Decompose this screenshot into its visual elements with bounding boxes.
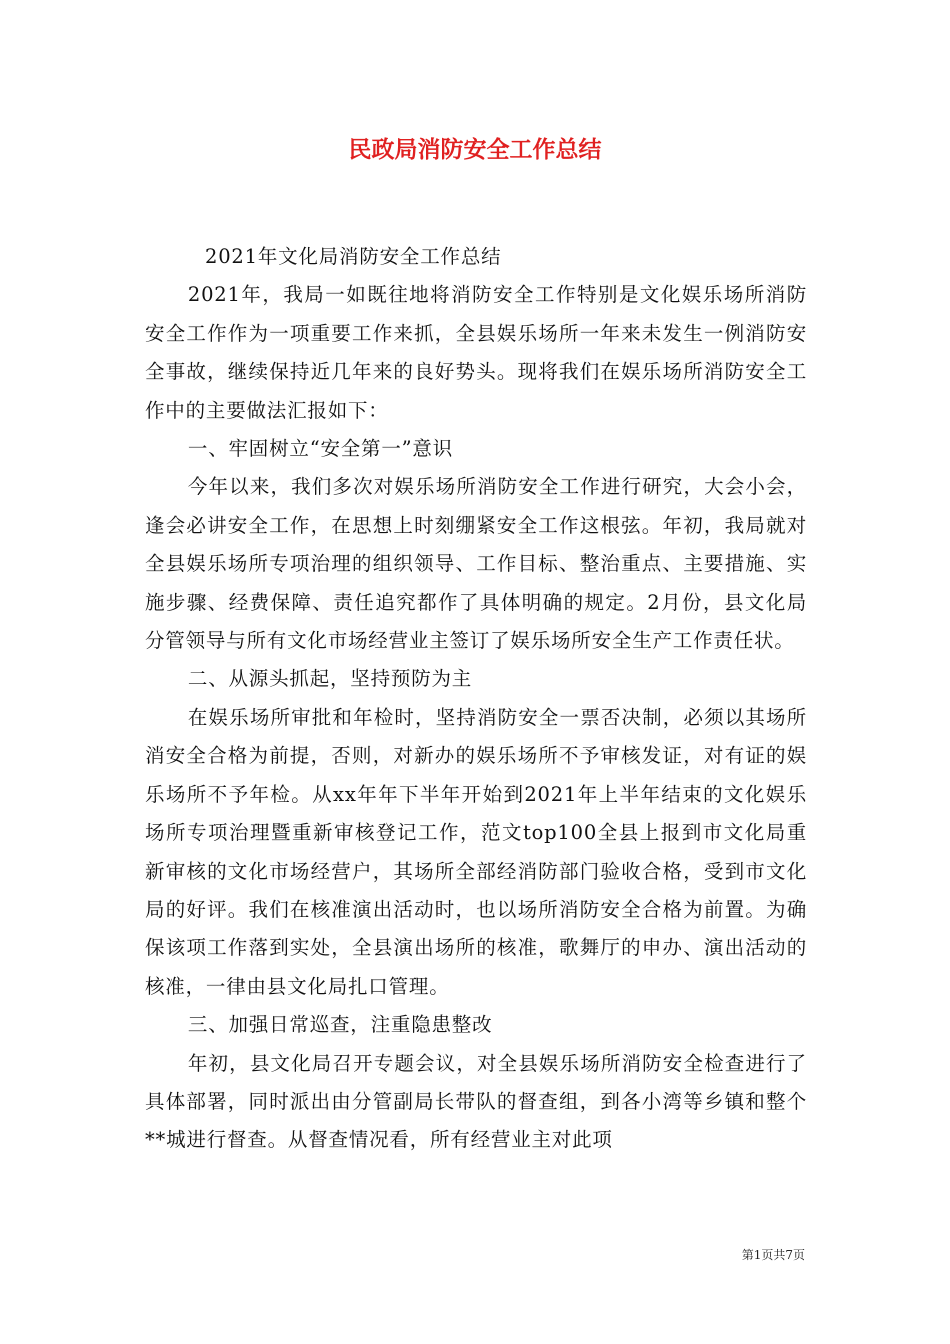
paragraph-section-1: 今年以来，我们多次对娱乐场所消防安全工作进行研究，大会小会，逢会必讲安全工作，在思想上时刻绷紧安全工作这根弦。年初，我局就对全县娱乐场所专项治理的组织领导、工作目标、整治重点、主要措施、实施步骤、经费保障、责任追究都作了具体明确的规定。2月份，县文化局分管领导与所有文化市场经营业主签订了娱乐场所安全生产工作责任状。 [145, 475, 807, 653]
section-heading-3: 三、加强日常巡查，注重隐患整改 [187, 1013, 493, 1037]
paragraph-section-2: 在娱乐场所审批和年检时，坚持消防安全一票否决制，必须以其场所消安全合格为前提，否则，对新办的娱乐场所不予审核发证，对有证的娱乐场所不予年检。从xx年年下半年开始到2021年上半年结束的文化娱乐场所专项治理暨重新审核登记工作，范文top100全县上报到市文化局重新审核的文化市场经营户，其场所全部经消防部门验收合格，受到市文化局的好评。我们在核准演出活动时，也以场所消防安全合格为前置。为确保该项工作落到实处，全县演出场所的核准，歌舞厅的申办、演出活动的核准，一律由县文化局扎口管理。 [145, 705, 807, 998]
section-heading-2: 二、从源头抓起，坚持预防为主 [187, 667, 473, 691]
page-number: 第1页共7页 [741, 1248, 805, 1262]
paragraph-intro: 2021年，我局一如既往地将消防安全工作特别是文化娱乐场所消防安全工作作为一项重要工作来抓，全县娱乐场所一年来未发生一例消防安全事故，继续保持近几年来的良好势头。现将我们在娱乐场所消防安全工作中的主要做法汇报如下： [145, 283, 807, 422]
section-heading-1: 一、牢固树立“安全第一”意识 [187, 437, 454, 461]
paragraph-section-3: 年初，县文化局召开专题会议，对全县娱乐场所消防安全检查进行了具体部署，同时派出由分管副局长带队的督查组，到各小湾等乡镇和整个**城进行督查。从督查情况看，所有经营业主对此项 [145, 1051, 807, 1152]
document-subtitle: 2021年文化局消防安全工作总结 [205, 245, 502, 268]
document-body [145, 238, 807, 1160]
document-title: 民政局消防安全工作总结 [348, 136, 602, 163]
